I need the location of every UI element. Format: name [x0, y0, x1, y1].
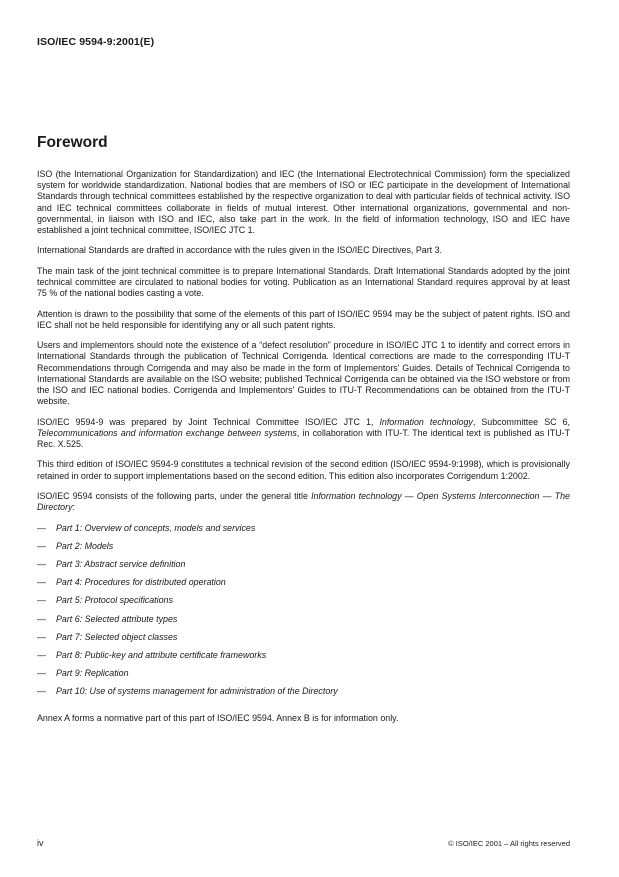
list-item	[37, 523, 570, 541]
list-item	[37, 668, 570, 686]
list-item-label: Part 6: Selected attribute types	[56, 613, 178, 624]
page-title: Foreword	[37, 134, 108, 151]
list-item-label: Part 3: Abstract service definition	[56, 558, 186, 569]
list-item-label: Part 8: Public-key and attribute certificate frameworks	[56, 649, 267, 660]
list-item-label: Part 7: Selected object classes	[56, 631, 178, 642]
list-item	[37, 577, 570, 595]
list-item-label: Part 4: Procedures for distributed operation	[56, 577, 226, 588]
paragraph-defect-resolution: Users and implementors should note the existence of a “defect resolution” procedure in ISO/IEC JTC 1 to identify and correct errors in International Standards through the publication of Technical Corrigenda. Identical corrections are made to the corresponding ITU-T Recommendations through Corrigenda and may also be made in the form of Implementors' Guides. Details of Technical Corrigenda to International Standards are available on the ISO website; published Technical Corrigenda can be obtained via the ISO webstore or from the ISO and IEC national bodies. Corrigenda and Implementors' Guides to ITU-T Recommendations can be obtained from the ITU-T website.	[37, 340, 570, 407]
list-item	[37, 541, 570, 559]
em-dash-bullet: —	[37, 540, 46, 551]
text-segment: ISO/IEC 9594-9 was prepared by Joint Technical Committee ISO/IEC JTC 1,	[37, 416, 380, 427]
page-number: iv	[37, 838, 44, 848]
list-item-label: Part 10: Use of systems management for administration of the Directory	[56, 686, 338, 697]
paragraph-directives: International Standards are drafted in accordance with the rules given in the ISO/IEC Directives, Part 3.	[37, 245, 443, 256]
em-dash-bullet: —	[37, 686, 46, 697]
em-dash-bullet: —	[37, 595, 46, 606]
em-dash-bullet: —	[37, 577, 46, 588]
list-item	[37, 614, 570, 632]
text-segment: ISO/IEC 9594 consists of the following parts, under the general title	[37, 490, 312, 501]
italic-general-title: Information technology — Open Systems Interconnection — The Directory	[37, 490, 570, 513]
list-item-label: Part 5: Protocol specifications	[56, 595, 173, 606]
list-item-label: Part 2: Models	[56, 540, 114, 551]
em-dash-bullet: —	[37, 558, 46, 569]
document-id-header: ISO/IEC 9594-9:2001(E)	[37, 36, 155, 48]
em-dash-bullet: —	[37, 668, 46, 679]
paragraph-annexes: Annex A forms a normative part of this part of ISO/IEC 9594. Annex B is for information only.	[37, 713, 399, 724]
foreword-body	[37, 169, 570, 734]
em-dash-bullet: —	[37, 631, 46, 642]
list-item	[37, 686, 570, 704]
list-item	[37, 559, 570, 577]
parts-list	[37, 523, 570, 705]
text-segment: , in collaboration with ITU-T. The identical text is published as ITU-T Rec. X.525.	[37, 427, 570, 449]
list-item	[37, 650, 570, 668]
italic-subcommittee-title: Telecommunications and information exchange between systems	[37, 427, 297, 438]
text-segment: , Subcommittee SC 6,	[472, 416, 570, 427]
list-item-label: Part 1: Overview of concepts, models and services	[56, 522, 256, 533]
list-item	[37, 595, 570, 613]
em-dash-bullet: —	[37, 649, 46, 660]
paragraph-iso-iec-intro: ISO (the International Organization for Standardization) and IEC (the International Electrotechnical Commission) form the specialized system for worldwide standardization. National bodies that are members of ISO or IEC participate in the development of International Standards through technical committees established by the respective organization to deal with particular fields of technical activity. ISO and IEC technical committees collaborate in fields of mutual interest. Other international organizations, governmental and non-governmental, in liaison with ISO and IEC, also take part in the work. In the field of information technology, ISO and IEC have established a joint technical committee, ISO/IEC JTC 1.	[37, 169, 570, 236]
paragraph-parts-intro	[37, 491, 570, 513]
em-dash-bullet: —	[37, 613, 46, 624]
paragraph-patent-rights: Attention is drawn to the possibility that some of the elements of this part of ISO/IEC 9594 may be the subject of patent rights. ISO and IEC shall not be held responsible for identifying any or all such patent rights.	[37, 308, 570, 330]
paragraph-main-task: The main task of the joint technical committee is to prepare International Standards. Draft International Standards adopted by the joint technical committee are circulated to national bodies for voting. Publication as an International Standard requires approval by at least 75 % of the national bodies casting a vote.	[37, 265, 570, 299]
em-dash-bullet: —	[37, 522, 46, 533]
paragraph-prepared-by	[37, 417, 570, 451]
paragraph-edition: This third edition of ISO/IEC 9594-9 constitutes a technical revision of the second edition (ISO/IEC 9594-9:1998), which is provisionally retained in order to support implementations based on the second edition. This edition also incorporates Corrigendum 1:2002.	[37, 459, 570, 481]
italic-committee-title: Information technology	[379, 416, 473, 427]
list-item-label: Part 9: Replication	[56, 668, 129, 679]
text-segment: :	[72, 502, 75, 513]
copyright-notice: © ISO/IEC 2001 – All rights reserved	[448, 839, 570, 848]
list-item	[37, 632, 570, 650]
